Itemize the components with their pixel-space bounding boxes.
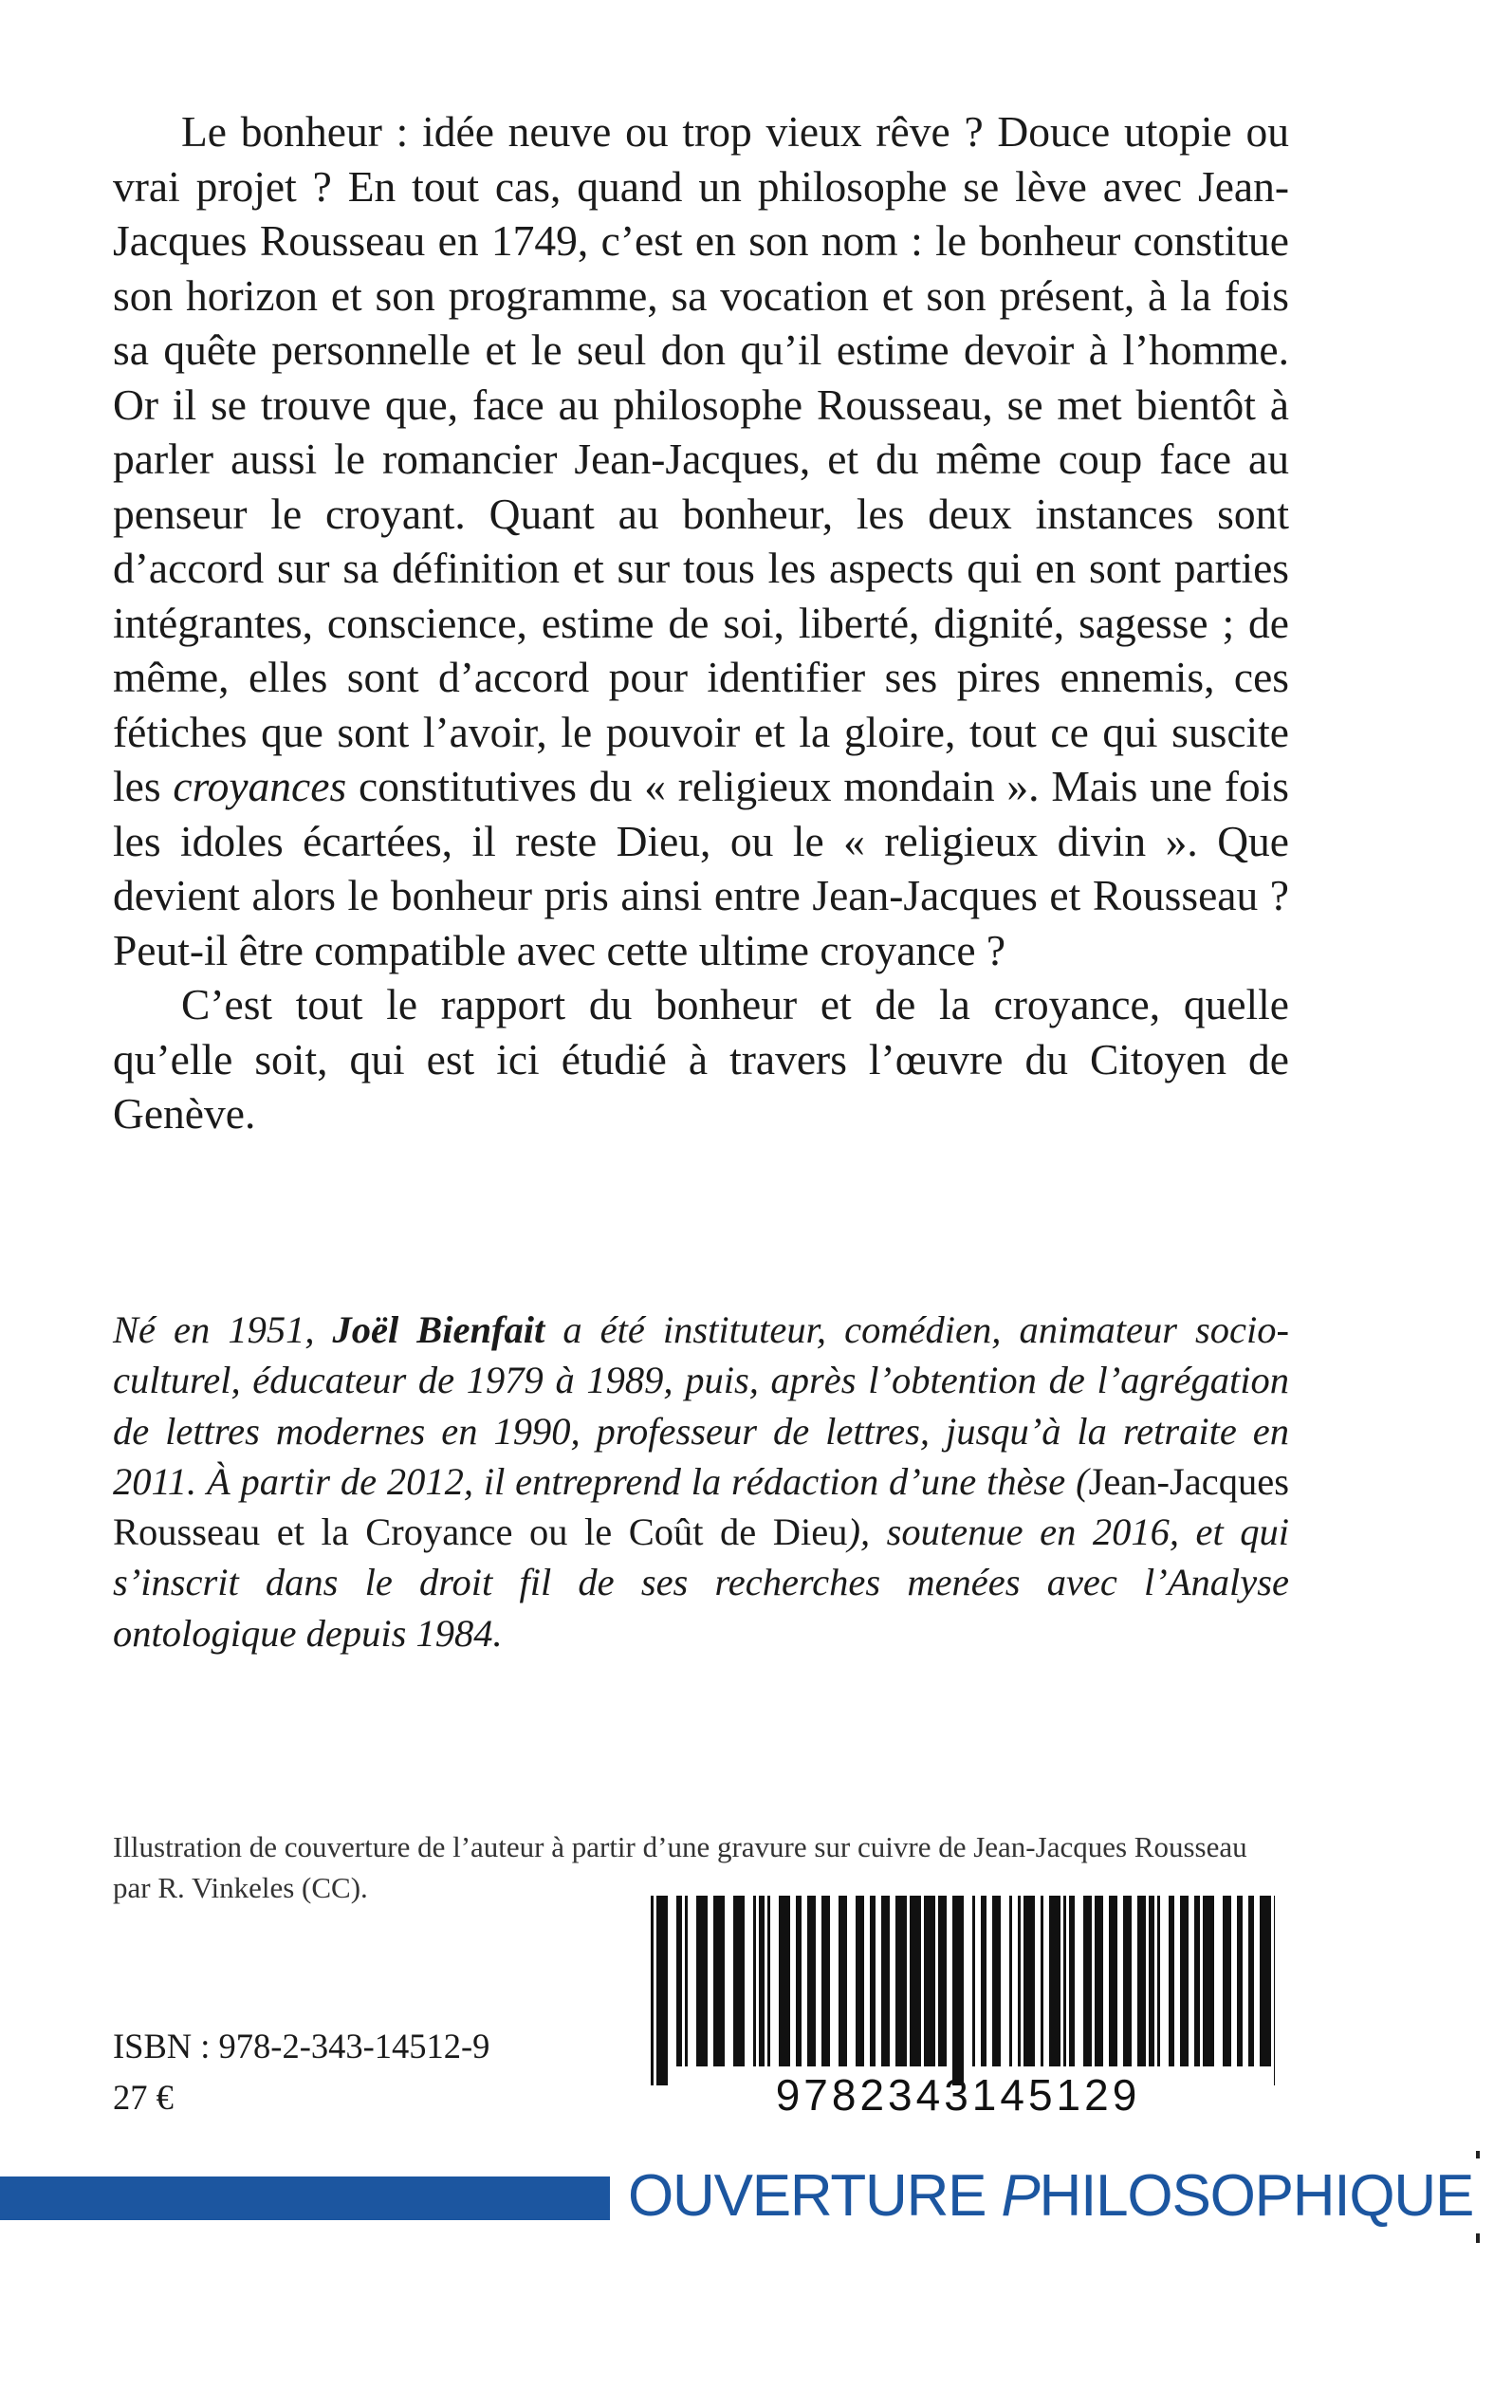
- barcode-bar: [779, 1896, 790, 2066]
- barcode-bar: [796, 1896, 802, 2066]
- barcode-bar: [881, 1896, 890, 2066]
- series-accent-bar: [0, 2176, 610, 2220]
- barcode-bar: [870, 1896, 876, 2066]
- barcode-bar: [1069, 1896, 1075, 2066]
- barcode-bar: [1123, 1896, 1132, 2066]
- barcode-bar: [938, 1896, 947, 2066]
- barcode-bar: [685, 1896, 688, 2066]
- summary-text-part: Le bonheur : idée neuve ou trop vieux rêve ? Douce utopie ou vrai projet ? En tout cas, quand un philosophe se lève avec Jean-Jacques Rousseau en 1749, c’est en son nom : le bonheur constitue son horizon et son programme, sa vocation et son présent, à la fois sa quête personnelle et le seul don qu’il estime devoir à l’homme. Or il se trouve que, face au philosophe Rousseau, se met bientôt à parler aussi le romancier Jean-Jacques, et du même coup face au penseur le croyant. Quant au bonheur, les deux instances sont d’accord sur sa définition et sur tous les aspects qui en sont parties intégrantes, conscience, estime de soi, liberté, dignité, sagesse ; de même, elles sont d’accord pour identifier ses pires ennemis, ces fétiches que sont l’avoir, le pouvoir et la gloire, tout ce qui suscite les: [113, 107, 1289, 810]
- barcode-bar: [1095, 1896, 1103, 2066]
- barcode-bar: [952, 1896, 964, 2085]
- barcode-bar: [696, 1896, 708, 2066]
- series-word-2: HILOSOPHIQUE: [1039, 2163, 1474, 2229]
- thesis-title: Jean-Jacques Rousseau et la Croyance ou le Coût de Dieu: [113, 1459, 1289, 1554]
- barcode-graphic: [617, 1896, 1300, 2121]
- barcode-bar: [1137, 1896, 1146, 2066]
- barcode-bar: [656, 1896, 668, 2085]
- barcode-bar: [1049, 1896, 1060, 2066]
- back-cover-summary: [113, 104, 1289, 1141]
- barcode: [617, 1896, 1300, 2121]
- bio-text-part: ), soutenue en 2016, et qui s’inscrit dans le droit fil de ses recherches menées avec l’Analyse ontologique depuis 1984.: [113, 1510, 1289, 1655]
- barcode-bar: [1260, 1896, 1271, 2066]
- crop-mark: [1476, 2151, 1480, 2158]
- barcode-bar: [1223, 1896, 1231, 2066]
- barcode-bar: [1203, 1896, 1214, 2066]
- barcode-bar: [753, 1896, 756, 2066]
- crop-mark: [1476, 2233, 1480, 2243]
- barcode-bar: [1009, 1896, 1012, 2066]
- barcode-bar: [1023, 1896, 1035, 2066]
- bio-text-part: a été instituteur, comédien, animateur socio-culturel, éducateur de 1979 à 1989, puis, après l’obtention de l’agrégation de lettres modernes en 1990, professeur de lettres, jusqu’à la retraite en 2011. À partir de 2012, il entreprend la rédaction d’une thèse (: [113, 1308, 1289, 1503]
- barcode-bar: [651, 1896, 654, 2085]
- barcode-bar: [1157, 1896, 1160, 2066]
- isbn-price-block: [113, 2021, 489, 2123]
- author-name: Joël Bienfait: [332, 1308, 545, 1351]
- barcode-bar: [839, 1896, 847, 2066]
- bio-text-part: Né en 1951,: [113, 1308, 333, 1351]
- summary-paragraph-2: C’est tout le rapport du bonheur et de la croyance, quelle qu’elle soit, qui est ici étudié à travers l’œuvre du Citoyen de Genève.: [113, 980, 1289, 1138]
- barcode-bar: [1083, 1896, 1092, 2066]
- barcode-bar: [981, 1896, 986, 2066]
- series-word-1: OUVERTURE: [628, 2163, 1002, 2229]
- barcode-bar: [1149, 1896, 1154, 2066]
- barcode-bar: [807, 1896, 816, 2066]
- barcode-bar: [1248, 1896, 1254, 2066]
- barcode-bar: [821, 1896, 830, 2066]
- barcode-bar: [910, 1896, 921, 2066]
- barcode-bar: [733, 1896, 745, 2066]
- barcode-bar: [1180, 1896, 1189, 2066]
- author-biography: [113, 1305, 1289, 1658]
- barcode-bar: [759, 1896, 765, 2066]
- summary-emphasis: croyances: [173, 762, 347, 810]
- barcode-digits: 9782343145129: [775, 2070, 1141, 2120]
- bio-paragraph: [113, 1305, 1289, 1658]
- barcode-bar: [895, 1896, 907, 2066]
- barcode-bar: [1274, 1896, 1275, 2085]
- barcode-bar: [992, 1896, 1001, 2066]
- series-initial: P: [1001, 2163, 1040, 2229]
- barcode-bar: [676, 1896, 682, 2066]
- barcode-bar: [1194, 1896, 1200, 2066]
- barcode-bar: [1063, 1896, 1066, 2066]
- barcode-bar: [767, 1896, 770, 2066]
- barcode-bar: [1018, 1896, 1021, 2066]
- barcode-bar: [972, 1896, 975, 2066]
- summary-paragraph-1: [113, 104, 1289, 977]
- barcode-bar: [1109, 1896, 1117, 2066]
- price: 27 €: [113, 2078, 174, 2117]
- barcode-bar: [924, 1896, 935, 2066]
- summary-text-part: constitutives du « religieux mondain ». Mais une fois les idoles écartées, il reste Dieu, ou le « religieux divin ». Que devient alors le bonheur pris ainsi entre Jean-Jacques et Rousseau ? Peut-il être compatible avec cette ultime croyance ?: [113, 762, 1289, 974]
- barcode-bar: [1169, 1896, 1174, 2066]
- isbn-number: ISBN : 978-2-343-14512-9: [113, 2027, 490, 2065]
- series-title: [628, 2163, 1473, 2230]
- barcode-bar: [1041, 1896, 1043, 2066]
- barcode-bar: [713, 1896, 725, 2066]
- credit-text: Illustration de couverture de l’auteur à partir d’une gravure sur cuivre de Jean-Jacques Rousseau par R. Vinkeles (CC).: [113, 1830, 1247, 1904]
- barcode-bar: [1237, 1896, 1243, 2066]
- barcode-bar: [856, 1896, 864, 2066]
